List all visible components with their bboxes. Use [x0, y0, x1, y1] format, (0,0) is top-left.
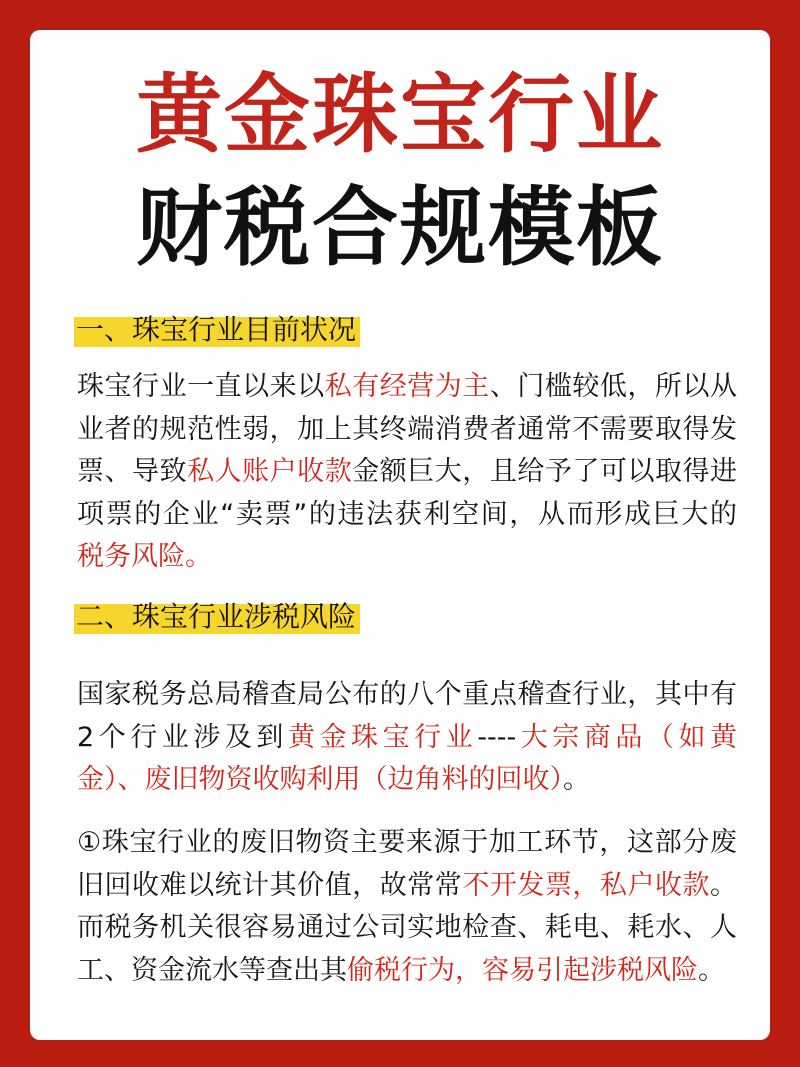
highlight-text: 税务风险。 — [77, 541, 212, 572]
highlight-text: 大宗商品（如黄 — [516, 721, 737, 753]
paragraph-line — [77, 822, 737, 865]
highlight-text: 私人账户收款 — [187, 456, 353, 487]
body-text: 。 — [710, 869, 738, 901]
highlight-text: 金）、废旧物资收购利用（边角料的回收） — [77, 764, 563, 795]
paragraph-line — [77, 451, 737, 494]
section-1-paragraph — [77, 366, 737, 579]
paragraph-line — [77, 536, 737, 579]
section-2-heading-text: 二、珠宝行业涉税风险 — [74, 597, 360, 637]
highlight-text: 私有经营为主 — [324, 371, 490, 402]
body-text: 工、资金流水等查出其 — [77, 954, 347, 986]
body-text: 项票的企业“卖票”的违法获利空间，从而形成巨大的 — [77, 498, 737, 530]
body-text: 而税务机关很容易通过公司实地检查、耗电、耗水、人 — [77, 912, 737, 943]
paragraph-line — [77, 366, 737, 409]
paragraph-line — [77, 950, 737, 993]
title-line-2: 财税合规模板 — [136, 178, 664, 278]
paragraph-line — [77, 759, 737, 802]
paragraph-line — [77, 409, 737, 452]
section-1-heading-text: 一、珠宝行业目前状况 — [74, 310, 360, 350]
body-text: 业者的规范性弱，加上其终端消费者通常不需要取得发 — [77, 413, 737, 445]
paragraph-line — [77, 494, 737, 537]
highlight-text: 黄金珠宝行业 — [287, 721, 478, 753]
body-text: 旧回收难以统计其价值，故常常 — [77, 869, 463, 901]
body-text: ---- — [477, 721, 517, 753]
body-text: 。 — [563, 764, 590, 795]
highlight-text: 不开发票，私户收款 — [462, 869, 711, 901]
body-text: 国家税务总局稽查局公布的八个重点稽查行业，其中有 — [77, 679, 737, 710]
body-text: 珠宝行业一直以来以 — [77, 371, 325, 402]
paragraph-line — [77, 674, 737, 717]
body-text: ①珠宝行业的废旧物资主要来源于加工环节，这部分废 — [77, 827, 737, 858]
section-2-heading — [74, 597, 360, 637]
content-card — [30, 30, 770, 1040]
paragraph-line — [77, 717, 737, 760]
highlight-text: 偷税行为，容易引起涉税风险 — [347, 954, 698, 986]
paragraph-line — [77, 907, 737, 950]
body-text: 。 — [698, 954, 725, 986]
body-text: 票、导致 — [77, 456, 188, 487]
body-text: 、门槛较低，所以从 — [489, 371, 738, 402]
body-text: 金额巨大，且给予了可以取得进 — [352, 456, 738, 487]
section-2-paragraph-1 — [77, 674, 737, 802]
section-2-paragraph-2 — [77, 822, 737, 992]
body-text: 2个行业涉及到 — [77, 721, 288, 753]
paragraph-line — [77, 865, 737, 908]
title-line-1: 黄金珠宝行业 — [136, 65, 664, 165]
section-1-heading — [74, 310, 360, 350]
